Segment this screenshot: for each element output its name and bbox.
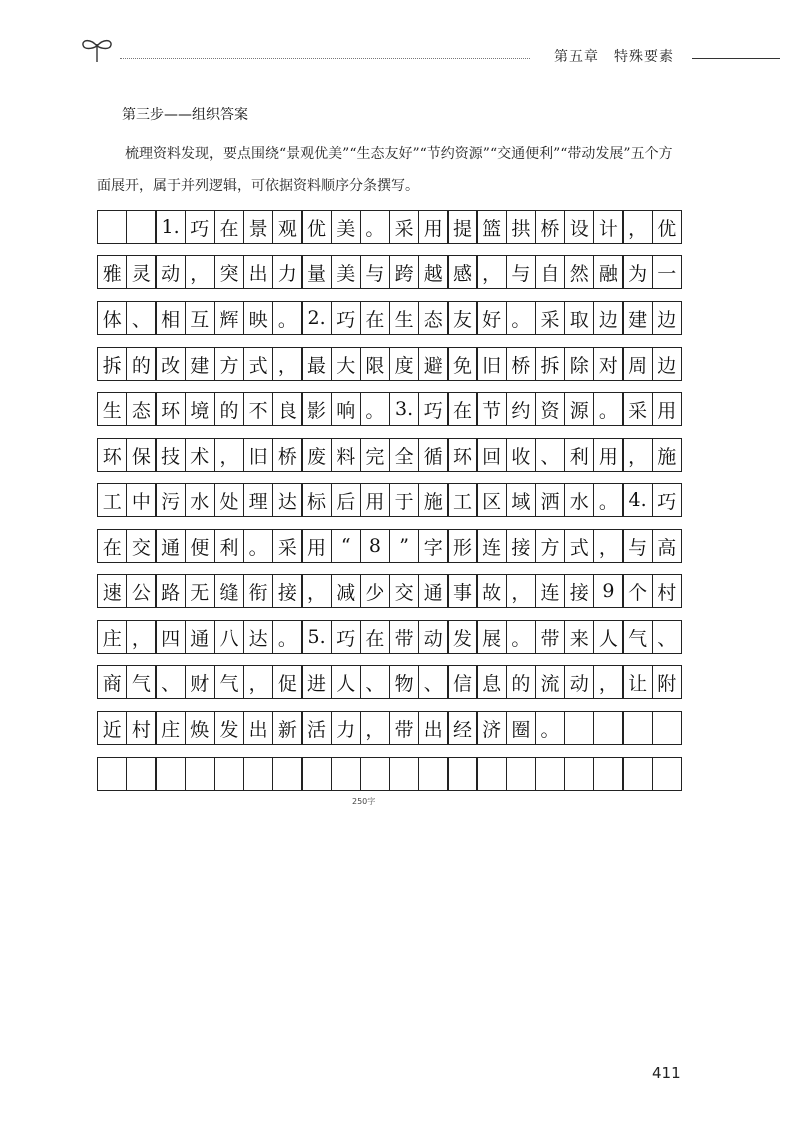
grid-cell: 用	[418, 210, 448, 244]
grid-cell: 。	[593, 392, 623, 426]
grid-cell: 用	[593, 438, 623, 472]
grid-cell: 速	[97, 574, 127, 608]
grid-cell: 。	[272, 620, 302, 654]
grid-cell: 方	[214, 347, 244, 381]
grid-cell: ，	[622, 210, 652, 244]
grid-cell: 美	[331, 210, 361, 244]
grid-cell: 中	[126, 483, 156, 517]
grid-cell: 发	[447, 620, 477, 654]
grid-cell: 1.	[155, 210, 185, 244]
grid-cell: 映	[243, 301, 273, 335]
grid-cell: 与	[506, 255, 536, 289]
grid-cell: 交	[126, 529, 156, 563]
grid-cell: 。	[360, 392, 390, 426]
grid-cell: 改	[155, 347, 185, 381]
grid-cell: 通	[155, 529, 185, 563]
grid-row	[97, 574, 682, 608]
grid-cell: 不	[243, 392, 273, 426]
grid-cell: 带	[389, 620, 419, 654]
grid-cell: 一	[652, 255, 682, 289]
grid-cell: 废	[301, 438, 331, 472]
grid-row	[97, 347, 682, 381]
grid-cell: 为	[622, 255, 652, 289]
grid-cell: 料	[331, 438, 361, 472]
grid-cell: 采	[535, 301, 565, 335]
grid-cell: 生	[97, 392, 127, 426]
grid-cell: 建	[622, 301, 652, 335]
page-number: 411	[652, 1064, 681, 1082]
grid-cell: 融	[593, 255, 623, 289]
grid-cell: 采	[622, 392, 652, 426]
grid-cell: 好	[476, 301, 506, 335]
page-header	[80, 30, 780, 70]
grid-cell: ，	[214, 438, 244, 472]
grid-cell: 来	[564, 620, 594, 654]
grid-cell: 、	[126, 301, 156, 335]
grid-cell: 境	[185, 392, 215, 426]
grid-cell: 用	[360, 483, 390, 517]
grid-cell	[447, 757, 477, 791]
grid-cell: 态	[418, 301, 448, 335]
grid-cell: 度	[389, 347, 419, 381]
intro-paragraph: 梳理资料发现，要点围绕“景观优美”“生态友好”“节约资源”“交通便利”“带动发展”五个方面展开，属于并列逻辑，可依据资料顺序分条撰写。	[97, 146, 673, 194]
grid-cell: 动	[418, 620, 448, 654]
grid-cell: 连	[476, 529, 506, 563]
grid-cell: 高	[652, 529, 682, 563]
grid-cell	[506, 757, 536, 791]
grid-cell: 接	[564, 574, 594, 608]
grid-cell: 与	[360, 255, 390, 289]
grid-cell: 。	[506, 301, 536, 335]
grid-cell: 在	[360, 620, 390, 654]
grid-cell: 后	[331, 483, 361, 517]
grid-cell: 减	[331, 574, 361, 608]
grid-cell: 技	[155, 438, 185, 472]
grid-cell: 避	[418, 347, 448, 381]
grid-cell: 施	[418, 483, 448, 517]
grid-cell: 形	[447, 529, 477, 563]
grid-cell: 交	[389, 574, 419, 608]
grid-cell	[564, 757, 594, 791]
grid-cell: 周	[622, 347, 652, 381]
grid-cell: 连	[535, 574, 565, 608]
grid-cell: 巧	[331, 620, 361, 654]
grid-cell: 的	[126, 347, 156, 381]
grid-row	[97, 255, 682, 289]
grid-cell: 3.	[389, 392, 419, 426]
grid-cell: 采	[272, 529, 302, 563]
grid-cell: 通	[418, 574, 448, 608]
grid-cell: 带	[535, 620, 565, 654]
grid-cell: 、	[652, 620, 682, 654]
grid-cell: 源	[564, 392, 594, 426]
grid-cell: 免	[447, 347, 477, 381]
grid-cell: ，	[476, 255, 506, 289]
grid-cell: 人	[593, 620, 623, 654]
grid-cell: 济	[476, 711, 506, 745]
grid-row	[97, 620, 682, 654]
grid-cell: 灵	[126, 255, 156, 289]
grid-cell: 5.	[301, 620, 331, 654]
grid-cell	[214, 757, 244, 791]
grid-cell: 少	[360, 574, 390, 608]
grid-cell: 辉	[214, 301, 244, 335]
grid-cell: 力	[272, 255, 302, 289]
grid-cell: 友	[447, 301, 477, 335]
grid-cell: 边	[652, 347, 682, 381]
grid-cell: 气	[126, 665, 156, 699]
grid-cell: 优	[301, 210, 331, 244]
grid-cell	[652, 757, 682, 791]
grid-cell: 节	[476, 392, 506, 426]
grid-cell: 旧	[243, 438, 273, 472]
grid-cell	[126, 757, 156, 791]
grid-row	[97, 665, 682, 699]
grid-cell: 在	[447, 392, 477, 426]
grid-cell: 庄	[97, 620, 127, 654]
grid-cell	[185, 757, 215, 791]
grid-cell: 环	[447, 438, 477, 472]
grid-cell: 村	[652, 574, 682, 608]
grid-cell	[155, 757, 185, 791]
grid-cell: ，	[272, 347, 302, 381]
grid-cell: 四	[155, 620, 185, 654]
grid-cell: 感	[447, 255, 477, 289]
grid-cell: 区	[476, 483, 506, 517]
grid-cell: 、	[155, 665, 185, 699]
grid-cell: 近	[97, 711, 127, 745]
grid-cell: 2.	[301, 301, 331, 335]
grid-cell: 出	[243, 255, 273, 289]
grid-cell: 达	[243, 620, 273, 654]
grid-cell: 除	[564, 347, 594, 381]
grid-cell: 接	[272, 574, 302, 608]
grid-cell: 施	[652, 438, 682, 472]
grid-cell: 响	[331, 392, 361, 426]
grid-cell: ，	[360, 711, 390, 745]
grid-cell: 便	[185, 529, 215, 563]
grid-cell: 附	[652, 665, 682, 699]
grid-cell: 式	[243, 347, 273, 381]
grid-cell	[360, 757, 390, 791]
grid-cell: 篮	[476, 210, 506, 244]
grid-cell: 跨	[389, 255, 419, 289]
grid-cell	[272, 757, 302, 791]
header-rule-solid	[692, 58, 780, 59]
grid-cell: 量	[301, 255, 331, 289]
grid-cell	[126, 210, 156, 244]
grid-cell: 新	[272, 711, 302, 745]
grid-cell: 圈	[506, 711, 536, 745]
grid-cell: ，	[506, 574, 536, 608]
grid-cell: 。	[243, 529, 273, 563]
grid-cell: 拱	[506, 210, 536, 244]
grid-cell: 无	[185, 574, 215, 608]
grid-cell: 路	[155, 574, 185, 608]
grid-cell: 人	[331, 665, 361, 699]
grid-cell: 、	[360, 665, 390, 699]
grid-cell: 巧	[652, 483, 682, 517]
grid-cell: 通	[185, 620, 215, 654]
grid-cell: “	[331, 529, 361, 563]
grid-cell: 域	[506, 483, 536, 517]
grid-cell: 边	[652, 301, 682, 335]
grid-cell: 洒	[535, 483, 565, 517]
grid-cell: 循	[418, 438, 448, 472]
grid-cell: 然	[564, 255, 594, 289]
grid-cell: 发	[214, 711, 244, 745]
grid-cell: 9	[593, 574, 623, 608]
grid-cell: 标	[301, 483, 331, 517]
grid-cell: 全	[389, 438, 419, 472]
grid-cell: 巧	[185, 210, 215, 244]
grid-cell: 式	[564, 529, 594, 563]
grid-cell: 采	[389, 210, 419, 244]
grid-cell	[476, 757, 506, 791]
grid-cell: 完	[360, 438, 390, 472]
grid-cell: 提	[447, 210, 477, 244]
grid-row	[97, 483, 682, 517]
grid-cell: 与	[622, 529, 652, 563]
grid-cell: 字	[418, 529, 448, 563]
grid-cell	[593, 711, 623, 745]
grid-cell: 动	[155, 255, 185, 289]
grid-cell	[622, 757, 652, 791]
grid-cell: 利	[564, 438, 594, 472]
step-title: 第三步——组织答案	[122, 107, 248, 123]
grid-cell: 互	[185, 301, 215, 335]
grid-cell: 气	[622, 620, 652, 654]
grid-cell: 巧	[418, 392, 448, 426]
grid-cell: 美	[331, 255, 361, 289]
grid-cell: 达	[272, 483, 302, 517]
grid-cell: 出	[243, 711, 273, 745]
grid-cell: 旧	[476, 347, 506, 381]
word-count-label: 250字	[352, 797, 376, 806]
grid-cell: 越	[418, 255, 448, 289]
grid-cell: ，	[622, 438, 652, 472]
grid-cell: 建	[185, 347, 215, 381]
grid-cell: 8	[360, 529, 390, 563]
grid-cell	[331, 757, 361, 791]
grid-cell: 污	[155, 483, 185, 517]
grid-cell: 巧	[331, 301, 361, 335]
grid-cell: 进	[301, 665, 331, 699]
grid-cell: 水	[185, 483, 215, 517]
grid-cell: 突	[214, 255, 244, 289]
grid-cell: 自	[535, 255, 565, 289]
grid-cell: 故	[476, 574, 506, 608]
grid-cell: 处	[214, 483, 244, 517]
grid-cell: 带	[389, 711, 419, 745]
grid-cell: 限	[360, 347, 390, 381]
grid-cell	[418, 757, 448, 791]
grid-cell: 气	[214, 665, 244, 699]
grid-cell: 。	[535, 711, 565, 745]
grid-cell: 于	[389, 483, 419, 517]
grid-cell: ，	[126, 620, 156, 654]
grid-cell: 收	[506, 438, 536, 472]
grid-cell: 力	[331, 711, 361, 745]
grid-cell: 促	[272, 665, 302, 699]
grid-cell: 用	[652, 392, 682, 426]
grid-cell	[652, 711, 682, 745]
grid-cell: 经	[447, 711, 477, 745]
grid-cell	[593, 757, 623, 791]
grid-cell: 、	[535, 438, 565, 472]
grid-cell: 桥	[506, 347, 536, 381]
grid-cell: 环	[97, 438, 127, 472]
grid-cell: 生	[389, 301, 419, 335]
grid-cell: 。	[593, 483, 623, 517]
grid-cell: 息	[476, 665, 506, 699]
grid-cell: 的	[214, 392, 244, 426]
grid-cell: 拆	[97, 347, 127, 381]
grid-cell: 商	[97, 665, 127, 699]
grid-cell: 财	[185, 665, 215, 699]
grid-cell: ，	[593, 665, 623, 699]
grid-cell: ，	[593, 529, 623, 563]
grid-row	[97, 392, 682, 426]
grid-cell: 衔	[243, 574, 273, 608]
grid-cell: 在	[360, 301, 390, 335]
grid-row	[97, 757, 682, 791]
grid-cell: 信	[447, 665, 477, 699]
grid-cell: 观	[272, 210, 302, 244]
grid-cell: 水	[564, 483, 594, 517]
grid-cell: 、	[418, 665, 448, 699]
grid-cell: 个	[622, 574, 652, 608]
grid-cell: 在	[214, 210, 244, 244]
chapter-title: 第五章 特殊要素	[548, 46, 680, 66]
grid-cell: 焕	[185, 711, 215, 745]
grid-cell	[97, 210, 127, 244]
grid-cell: 态	[126, 392, 156, 426]
grid-cell: 。	[360, 210, 390, 244]
grid-cell	[97, 757, 127, 791]
grid-cell: 活	[301, 711, 331, 745]
grid-cell: ，	[243, 665, 273, 699]
grid-cell: 环	[155, 392, 185, 426]
grid-cell: 影	[301, 392, 331, 426]
grid-cell: 用	[301, 529, 331, 563]
grid-cell: 工	[97, 483, 127, 517]
grid-cell: 桥	[535, 210, 565, 244]
grid-row	[97, 210, 682, 244]
header-rule-dotted	[120, 58, 530, 59]
grid-cell: 设	[564, 210, 594, 244]
grid-cell: 体	[97, 301, 127, 335]
grid-cell: 利	[214, 529, 244, 563]
grid-cell: 边	[593, 301, 623, 335]
grid-cell: 八	[214, 620, 244, 654]
grid-cell: 村	[126, 711, 156, 745]
grid-cell: 最	[301, 347, 331, 381]
grid-row	[97, 301, 682, 335]
grid-cell: 对	[593, 347, 623, 381]
grid-cell: 资	[535, 392, 565, 426]
grid-row	[97, 711, 682, 745]
grid-cell: 方	[535, 529, 565, 563]
grid-cell: 桥	[272, 438, 302, 472]
grid-cell: 相	[155, 301, 185, 335]
grid-cell: 大	[331, 347, 361, 381]
grid-cell: 在	[97, 529, 127, 563]
grid-cell: 出	[418, 711, 448, 745]
grid-cell	[301, 757, 331, 791]
grid-cell: 展	[476, 620, 506, 654]
grid-cell: 保	[126, 438, 156, 472]
grid-cell: 让	[622, 665, 652, 699]
grid-cell: 。	[506, 620, 536, 654]
grid-cell: 接	[506, 529, 536, 563]
grid-cell	[564, 711, 594, 745]
grid-cell	[535, 757, 565, 791]
grid-cell	[622, 711, 652, 745]
grid-row	[97, 438, 682, 472]
grid-cell: 物	[389, 665, 419, 699]
grid-cell: 取	[564, 301, 594, 335]
grid-cell: 的	[506, 665, 536, 699]
grid-cell: 优	[652, 210, 682, 244]
grid-cell: ，	[185, 255, 215, 289]
grid-cell	[243, 757, 273, 791]
grid-cell: 计	[593, 210, 623, 244]
grid-cell	[389, 757, 419, 791]
sprout-icon	[80, 34, 114, 64]
grid-cell: 术	[185, 438, 215, 472]
grid-cell: 理	[243, 483, 273, 517]
grid-cell: 景	[243, 210, 273, 244]
grid-cell: 4.	[622, 483, 652, 517]
grid-cell: 回	[476, 438, 506, 472]
grid-cell: 庄	[155, 711, 185, 745]
grid-cell: 。	[272, 301, 302, 335]
grid-cell: 事	[447, 574, 477, 608]
grid-cell: ”	[389, 529, 419, 563]
grid-cell: 缝	[214, 574, 244, 608]
grid-cell: 公	[126, 574, 156, 608]
grid-cell: ，	[301, 574, 331, 608]
grid-cell: 工	[447, 483, 477, 517]
grid-cell: 良	[272, 392, 302, 426]
grid-row	[97, 529, 682, 563]
grid-cell: 约	[506, 392, 536, 426]
grid-cell: 流	[535, 665, 565, 699]
grid-cell: 拆	[535, 347, 565, 381]
grid-cell: 动	[564, 665, 594, 699]
grid-cell: 雅	[97, 255, 127, 289]
